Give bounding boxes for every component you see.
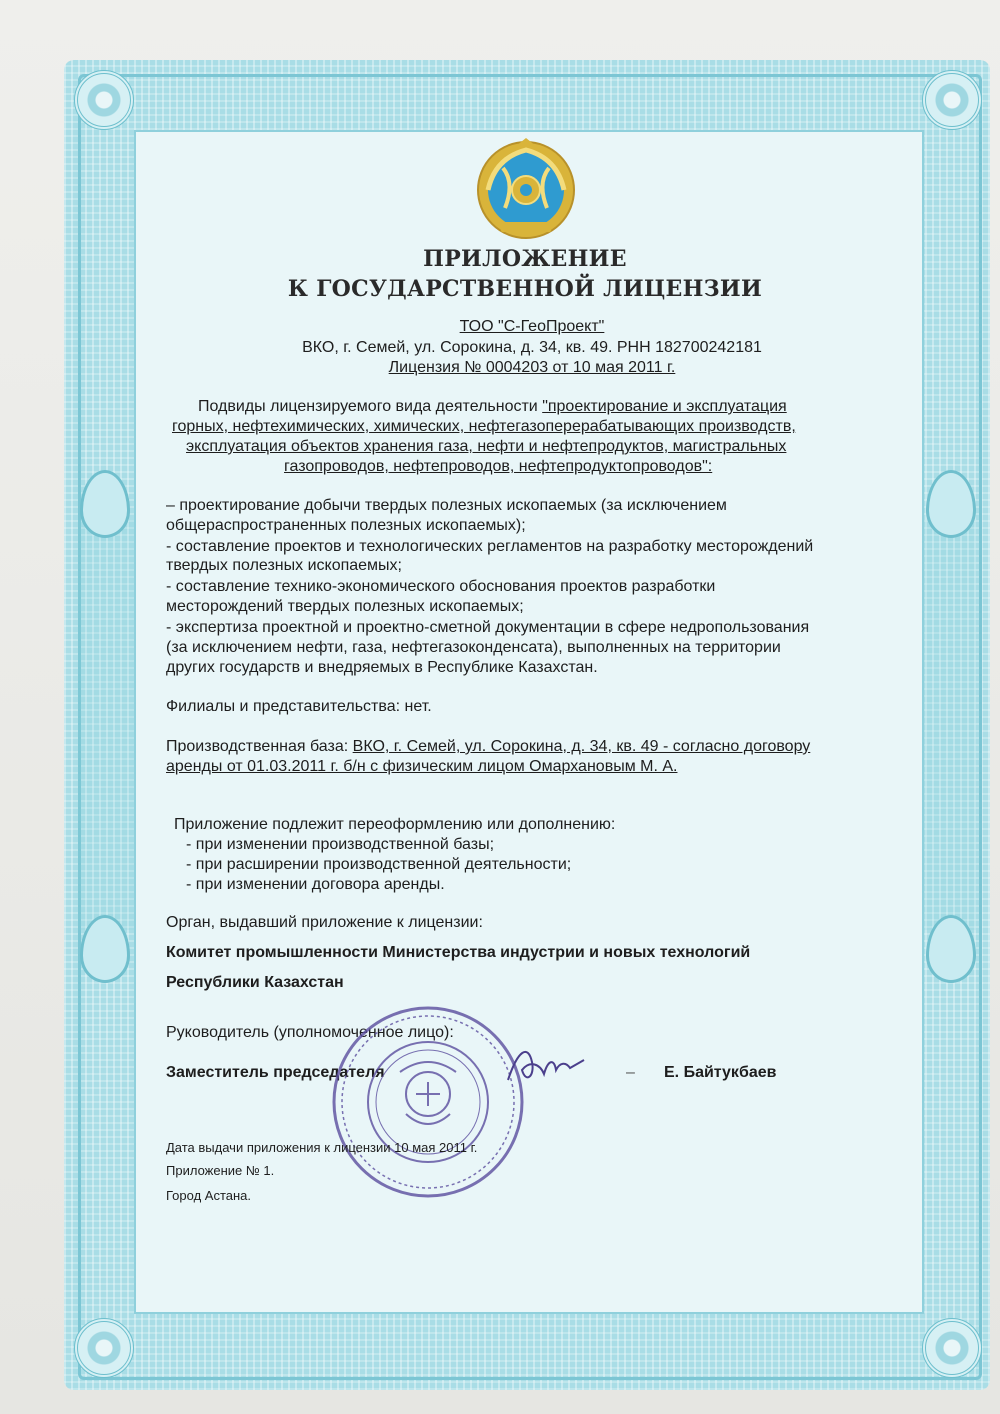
branches: Филиалы и представительства: нет. <box>166 698 432 715</box>
activity-line-3: эксплуатация объектов хранения газа, нефти и нефтепродуктов, магистральных <box>186 438 787 455</box>
corner-ornament-icon <box>922 1318 982 1378</box>
official-seal-stamp-icon <box>328 1002 528 1202</box>
license-number: Лицензия № 0004203 от 10 мая 2011 г. <box>388 359 676 376</box>
document-body <box>134 130 924 1314</box>
production-base-value-2: аренды от 01.03.2011 г. б/н с физическим лицом Омархановым М. А. <box>166 758 678 775</box>
corner-ornament-icon <box>922 70 982 130</box>
subtype-line: - экспертиза проектной и проектно-сметной документации в сфере недропользования <box>166 619 810 636</box>
kazakhstan-state-emblem-icon <box>475 138 577 242</box>
reissue-item: - при расширении производственной деятельности; <box>186 856 572 873</box>
production-base-value-1: ВКО, г. Семей, ул. Сорокина, д. 34, кв. 49 - согласно договору <box>352 738 811 755</box>
reissue-intro: Приложение подлежит переоформлению или дополнению: <box>174 816 616 833</box>
signatory-position: Заместитель председателя <box>166 1064 385 1081</box>
subtype-line: - составление проектов и технологических регламентов на разработку месторождений <box>166 538 814 555</box>
signatory-label: Руководитель (уполномоченное лицо): <box>166 1024 454 1041</box>
issue-city: Город Астана. <box>166 1188 252 1203</box>
subtype-line: месторождений твердых полезных ископаемых; <box>166 598 524 615</box>
activity-statement <box>198 398 787 416</box>
signatory-name: Е. Байтукбаев <box>664 1064 777 1081</box>
subtype-line: - составление технико-экономического обоснования проектов разработки <box>166 578 716 595</box>
production-base-label: Производственная база: <box>166 738 353 755</box>
activity-line-4: газопроводов, нефтепроводов, нефтепродуктопроводов": <box>284 458 713 475</box>
title-line-2: К ГОСУДАРСТВЕННОЙ ЛИЦЕНЗИИ <box>287 276 763 302</box>
production-base <box>166 738 810 756</box>
corner-ornament-icon <box>74 1318 134 1378</box>
subtype-line: (за исключением нефти, газа, нефтегазоконденсата), выполненных на территории <box>166 639 781 656</box>
licensee-name: ТОО "С-ГеоПроект" <box>459 318 605 335</box>
issue-date: Дата выдачи приложения к лицензии 10 мая 2011 г. <box>166 1140 478 1155</box>
authority-name-1: Комитет промышленности Министерства индустрии и новых технологий <box>166 944 751 961</box>
reissue-item: - при изменении договора аренды. <box>186 876 445 893</box>
subtype-line: – проектирование добычи твердых полезных ископаемых (за исключением <box>166 497 727 514</box>
subtype-line: общераспространенных полезных ископаемых); <box>166 517 526 534</box>
reissue-item: - при изменении производственной базы; <box>186 836 495 853</box>
activity-line-2: горных, нефтехимических, химических, нефтегазоперерабатывающих производств, <box>172 418 796 435</box>
activity-intro: Подвиды лицензируемого вида деятельности <box>198 398 543 415</box>
subtype-line: других государств и внедряемых в Республике Казахстан. <box>166 659 598 676</box>
title-line-1: ПРИЛОЖЕНИЕ <box>423 246 627 272</box>
licensee-address: ВКО, г. Семей, ул. Сорокина, д. 34, кв. 49. РНН 182700242181 <box>302 339 762 356</box>
corner-ornament-icon <box>74 70 134 130</box>
signature-dash: – <box>626 1064 635 1081</box>
activity-line-1: "проектирование и эксплуатация <box>542 398 787 415</box>
authority-name-2: Республики Казахстан <box>166 974 344 991</box>
handwritten-signature-icon <box>500 1040 590 1090</box>
appendix-number: Приложение № 1. <box>166 1163 275 1178</box>
subtype-line: твердых полезных ископаемых; <box>166 557 402 574</box>
authority-label: Орган, выдавший приложение к лицензии: <box>166 914 483 931</box>
